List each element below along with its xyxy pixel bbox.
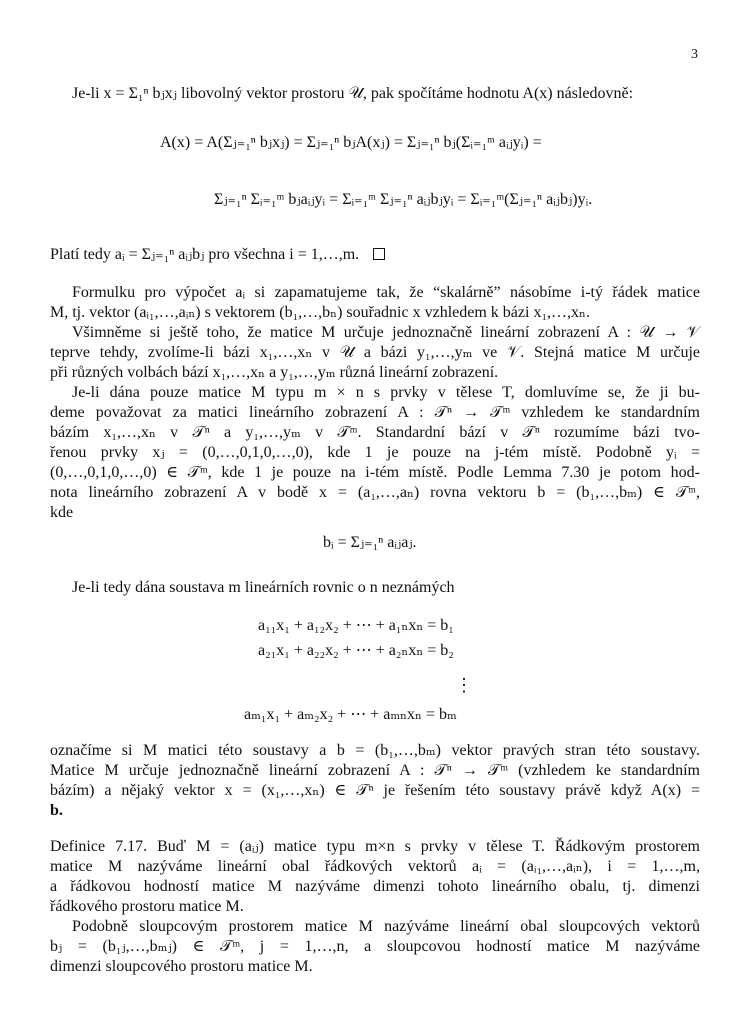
qed-square-icon [373,248,385,260]
paragraph-podobne-line-1: Podobně sloupcovým prostorem matice M nazýváme lineární obal sloupcových vektorů [72,918,700,935]
paragraph-podobne-line-2: bⱼ = (b₁ⱼ,…,bₘⱼ) ∈ 𝒯ᵐ, j = 1,…,n, a sloupcovou hodností matice M nazýváme [50,938,700,955]
paragraph-jeli-dana-line-1: Je-li dána pouze matice M typu m × n s prvky v tělese T, domluvíme se, že ji bu- [72,384,700,401]
system-equation-2: a₂₁x₁ + a₂₂x₂ + ⋯ + a₂ₙxₙ = b₂ [258,642,454,659]
system-vertical-dots: ⋮ [455,675,473,695]
paragraph-jeli-dana-line-6: nota lineárního zobrazení A v bodě x = (a₁,…,aₙ) rovna vektoru b = (b₁,…,bₘ) ∈ 𝒯ᵐ, [50,484,700,501]
paragraph-vsimneme-line-1: Všimněme si ještě toho, že matice M určuje jednoznačně lineární zobrazení A : 𝒰 → 𝒱 [72,324,700,341]
paragraph-oznacime-line-1: označíme si M matici této soustavy a b = (b₁,…,bₘ) vektor pravých stran této soustavy. [50,742,700,759]
paragraph-jeli-dana-line-3: bázím x₁,…,xₙ v 𝒯ⁿ a y₁,…,yₘ v 𝒯ᵐ. Standardní bází v 𝒯ⁿ rozumíme bázi tvo- [50,424,700,441]
paragraph-formulku-line-1: Formulku pro výpočet aᵢ si zapamatujeme tak, že “skalárně” násobíme i-tý řádek matice [72,284,700,301]
conclusion-line [50,245,385,265]
paragraph-soustava: Je-li tedy dána soustava m lineárních rovnic o n neznámých [72,579,455,596]
paragraph-jeli-dana-line-4: řenou prvky xⱼ = (0,…,0,1,0,…,0), kde 1 je pouze na j-tém místě. Podobně yᵢ = [50,444,700,461]
definition-line-4: řádkového prostoru matice M. [50,898,244,915]
paragraph-vsimneme-line-3: při různých volbách bází x₁,…,xₙ a y₁,…,yₘ různá lineární zobrazení. [50,364,499,381]
system-equation-1: a₁₁x₁ + a₁₂x₂ + ⋯ + a₁ₙxₙ = b₁ [258,617,454,634]
display-equation-line-2: Σⱼ₌₁ⁿ Σᵢ₌₁ᵐ bⱼaᵢⱼyᵢ = Σᵢ₌₁ᵐ Σⱼ₌₁ⁿ aᵢⱼbⱼyᵢ = Σᵢ₌₁ᵐ(Σⱼ₌₁ⁿ aᵢⱼbⱼ)yᵢ. [214,191,593,208]
paragraph-oznacime-line-3: bázím) a nějaký vektor x = (x₁,…,xₙ) ∈ 𝒯ⁿ je řešením této soustavy právě když A(x) = [50,782,700,799]
paragraph-podobne-line-3: dimenzi sloupcového prostoru matice M. [50,958,313,975]
conclusion-text: Platí tedy aᵢ = Σⱼ₌₁ⁿ aᵢⱼbⱼ pro všechna i = 1,…,m. [50,246,360,263]
paragraph-jeli-dana-line-5: (0,…,0,1,0,…,0) ∈ 𝒯ᵐ, kde 1 je pouze na i-tém místě. Podle Lemma 7.30 je potom hod- [50,464,700,481]
paragraph-oznacime-line-2: Matice M určuje jednoznačně lineární zobrazení A : 𝒯ⁿ → 𝒯ᵐ (vzhledem ke standardním [50,762,700,779]
paragraph-vector-x: Je-li x = Σ₁ⁿ bⱼxⱼ libovolný vektor prostoru 𝒰, pak spočítáme hodnotu A(x) následovně: [72,85,634,102]
system-equation-m: aₘ₁x₁ + aₘ₂x₂ + ⋯ + aₘₙxₙ = bₘ [244,706,457,723]
display-equation-line-1: A(x) = A(Σⱼ₌₁ⁿ bⱼxⱼ) = Σⱼ₌₁ⁿ bⱼA(xⱼ) = Σⱼ₌₁ⁿ bⱼ(Σᵢ₌₁ᵐ aᵢⱼyᵢ) = [160,134,542,151]
paragraph-jeli-dana-line-2: deme považovat za matici lineárního zobrazení A : 𝒯ⁿ → 𝒯ᵐ vzhledem ke standardním [50,404,700,421]
definition-line-1: Definice 7.17. Buď M = (aᵢⱼ) matice typu m×n s prvky v tělese T. Řádkovým prostorem [50,838,700,855]
paragraph-formulku-line-2: M, tj. vektor (aᵢ₁,…,aᵢₙ) s vektorem (b₁,…,bₙ) souřadnic x vzhledem k bázi x₁,…,xₙ. [50,304,590,321]
paragraph-jeli-dana-line-7: kde [50,504,74,521]
display-equation-bi: bᵢ = Σⱼ₌₁ⁿ aᵢⱼaⱼ. [323,534,417,551]
definition-line-3: a řádkovou hodností matice M nazýváme dimenzi tohoto lineárního obalu, tj. dimenzi [50,878,700,895]
paragraph-vsimneme-line-2: teprve tehdy, zvolíme-li bázi x₁,…,xₙ v 𝒰 a bázi y₁,…,yₘ ve 𝒱. Stejná matice M určuje [50,344,700,361]
definition-line-2: matice M nazýváme lineární obal řádkových vektorů aᵢ = (aᵢ₁,…,aᵢₙ), i = 1,…,m, [50,858,700,875]
paragraph-oznacime-line-4: b. [50,802,63,819]
page-number: 3 [691,47,698,62]
